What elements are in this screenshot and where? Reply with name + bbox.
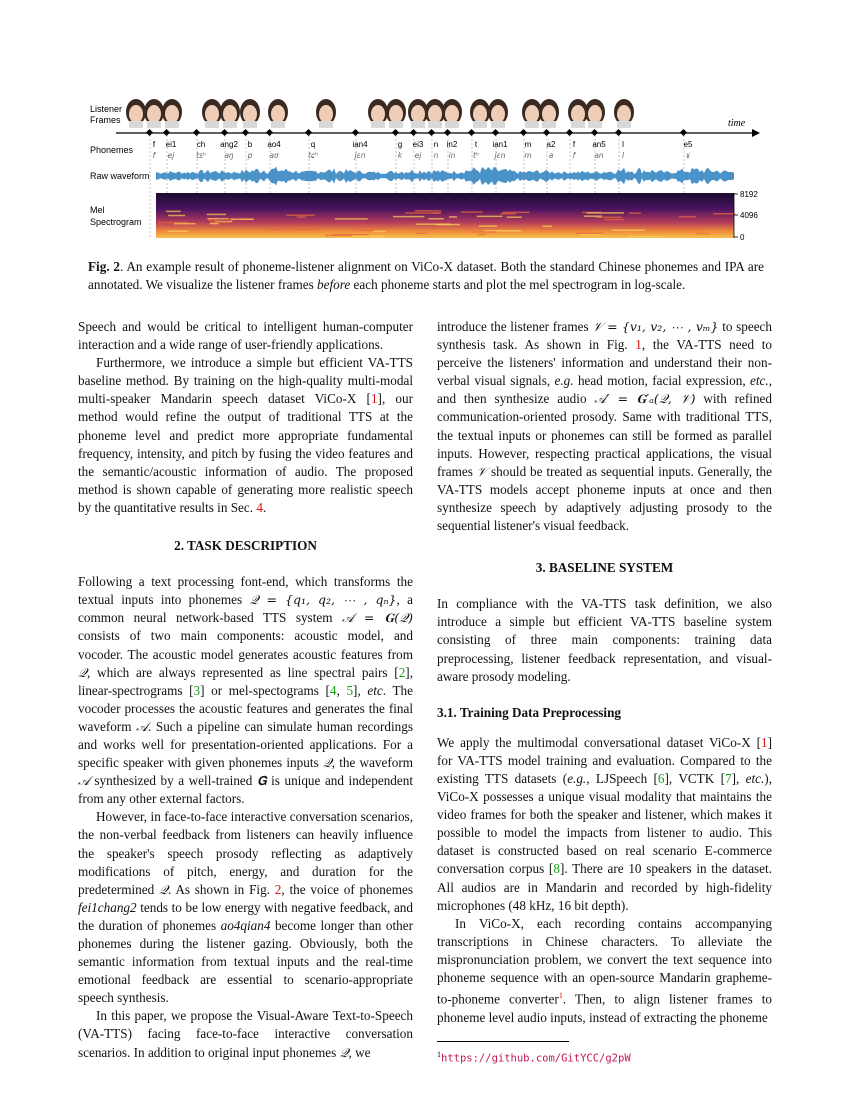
ipa-label: tɕʰ	[307, 151, 319, 160]
phoneme-label: a2	[546, 140, 556, 149]
phoneme-label: t	[474, 140, 478, 149]
phoneme-label: in2	[446, 140, 458, 149]
phoneme-label: ch	[196, 140, 206, 149]
phoneme-label: ian4	[352, 140, 368, 149]
raw-waveform	[156, 167, 734, 186]
ipa-label: an	[594, 151, 604, 160]
ipa-label: ej	[167, 151, 175, 160]
phoneme-marker-icon	[566, 129, 573, 136]
figure-phoneme-listener-alignment	[88, 98, 762, 250]
mel-streak	[477, 216, 503, 218]
mel-streak	[332, 234, 368, 236]
label-mel-2: Spectrogram	[90, 217, 142, 227]
phoneme-label: g	[397, 140, 403, 149]
phoneme-marker-icon	[266, 129, 273, 136]
ipa-label: jɛn	[354, 151, 366, 160]
footnote-rule	[437, 1041, 569, 1042]
mel-streak	[373, 231, 386, 233]
mel-streak	[553, 228, 589, 230]
paragraph: Furthermore, we introduce a simple but efficient VA-TTS baseline method. By training on the high-quality multi-modal multi-speaker Mandarin speech dataset ViCo-X [1], our method would refine the output of traditional TTS at the phoneme level and predict more appropriate fundamental frequency, intensity, and pitch by fusing the video features and the semantic/acoustic information of audio. The proposed method is shown capable of generating more realistic speech by the quantitative results in Sec. 4.	[78, 355, 413, 515]
phoneme-marker-icon	[193, 129, 200, 136]
mel-streak	[416, 223, 451, 225]
label-raw-waveform: Raw waveform	[90, 171, 150, 181]
phoneme-marker-icon	[392, 129, 399, 136]
mel-streak	[576, 233, 604, 235]
time-label: time	[728, 118, 746, 129]
figure-svg	[88, 98, 762, 250]
mel-streak	[292, 229, 319, 231]
phoneme-label: ei3	[412, 140, 424, 149]
ipa-label: in	[448, 151, 456, 160]
mel-streak	[612, 230, 645, 232]
phoneme-marker-icon	[305, 129, 312, 136]
mel-streak	[679, 216, 696, 218]
listener-face-icon	[316, 99, 336, 128]
ipa-label: tʰ	[473, 151, 479, 160]
listener-face-icon	[425, 99, 445, 128]
phoneme-label: f	[152, 140, 156, 149]
mel-streak	[500, 213, 516, 215]
citation-link[interactable]: 6	[657, 770, 665, 786]
citation-link[interactable]: 1	[761, 734, 768, 750]
phoneme-marker-icon	[242, 129, 249, 136]
mel-streak	[352, 235, 384, 237]
mel-streak	[629, 212, 641, 214]
paragraph: In this paper, we propose the Visual-Aware Text-to-Speech (VA-TTS) facing face-to-face interactive conversation scenarios. In addition to original input phonemes 𝒬, we	[78, 1008, 413, 1060]
subsection-heading: 3.1. Training Data Preprocessing	[437, 704, 622, 720]
phoneme-marker-icon	[428, 129, 435, 136]
listener-face-icon	[568, 99, 588, 128]
phoneme-label: an5	[592, 140, 606, 149]
phoneme-label: n	[433, 140, 439, 149]
listener-face-icon	[408, 99, 428, 128]
paragraph: In ViCo-X, each recording contains accompanying transcriptions in Chinese characters. To alleviate the mispronunciation problem, we convert the text sequence into phoneme sequence with an open-source Mandarin grapheme-to-phoneme converter$^1$. Then, to align listener frames to phoneme level audio inputs, instead of extracting the phoneme	[437, 915, 773, 1025]
left-column	[78, 318, 413, 1062]
citation-link[interactable]: 8	[553, 861, 560, 877]
mel-streak	[461, 211, 483, 213]
phoneme-label: ian1	[492, 140, 508, 149]
paragraph: We apply the multimodal conversational dataset ViCo-X [1] for VA-TTS model training and evaluation. Compared to the existing TTS datasets (e.g., LJSpeech [6], VCTK [7], etc.), ViCo-X possesses a unique visual modality that maintains the video frames for both the speaker and listener, which makes it possible to model the impacts from listener to audio. This dataset is constructed based on real scenario E-commerce conversation corpus [8]. There are 10 speakers in the dataset. All audios are in Mandarin and recorded by high-fidelity microphones (48 kHz, 16 bit depth).	[437, 734, 772, 913]
mel-streak	[297, 216, 307, 218]
ipa-label: jɛn	[494, 151, 506, 160]
figure-link[interactable]: 1	[635, 337, 642, 353]
mel-streak	[629, 236, 662, 238]
ipa-label: k	[397, 151, 403, 160]
listener-face-icon	[522, 99, 542, 128]
time-arrow-icon	[752, 129, 760, 137]
listener-face-icon	[268, 99, 288, 128]
paragraph: Speech and would be critical to intelligent human-computer interaction and a wide range of user-friendly applications.	[78, 319, 413, 353]
citation-link[interactable]: 7	[724, 770, 732, 786]
mel-streak	[167, 230, 188, 232]
listener-face-icon	[386, 99, 406, 128]
phoneme-marker-icon	[468, 129, 475, 136]
mel-streak	[479, 225, 497, 227]
phoneme-marker-icon	[410, 129, 417, 136]
listener-frames	[126, 99, 634, 128]
figure-link[interactable]: 2	[274, 881, 282, 897]
phoneme-label: ang2	[220, 140, 238, 149]
paragraph: Following a text processing font-end, which transforms the textual inputs into phonemes 𝒬 = {q₁, q₂, ⋯ , qₙ}, a common neural network-based TTS system 𝒜 = 𝐆(𝒬) consists of two main components: acoustic model, and vocoder. The acoustic model generates acoustic features from 𝒬, which are always represented as line spectral pairs [2], linear-spectrograms [3] or mel-spectograms [4, 5], etc. The vocoder processes the acoustic features and generates the final waveform 𝒜. Such a pipeline can simulate human recordings and works well for presentation-oriented applications. For a specific speaker with given phonemes inputs 𝒬, the waveform 𝒜 synthesized by a well-trained 𝐆 is unique and independent from any other external factors.	[78, 574, 413, 807]
mel-streak	[503, 212, 530, 214]
phoneme-label: l	[622, 140, 624, 149]
label-phonemes: Phonemes	[90, 145, 134, 155]
mel-streak	[166, 211, 181, 213]
mel-streak	[477, 234, 486, 236]
ipa-label: n	[433, 151, 439, 160]
listener-face-icon	[470, 99, 490, 128]
listener-face-icon	[539, 99, 559, 128]
phoneme-marker-icon	[520, 129, 527, 136]
phoneme-marker-icon	[492, 129, 499, 136]
mel-streak	[696, 233, 709, 235]
ipa-label: p	[247, 151, 253, 160]
mel-streak	[415, 210, 442, 212]
mel-streak	[416, 233, 427, 235]
listener-face-icon	[202, 99, 222, 128]
figure-caption: Fig. 2. An example result of phoneme-listener alignment on ViCo-X dataset. Both the standard Chinese phonemes and IPA are annotated. We visualize the listener frames before each phoneme starts and plot the mel spectrogram in log-scale.	[88, 259, 764, 292]
phoneme-marker-icon	[352, 129, 359, 136]
section-link[interactable]: 4	[256, 499, 263, 515]
listener-face-icon	[220, 99, 240, 128]
section-heading: 3. BASELINE SYSTEM	[535, 560, 674, 576]
mel-streak	[231, 218, 254, 220]
phoneme-label: b	[247, 140, 253, 149]
mel-streak	[208, 219, 218, 221]
citation-link[interactable]: 4	[329, 682, 337, 698]
right-column	[437, 318, 772, 1067]
phoneme-marker-icon	[444, 129, 451, 136]
mel-streak	[713, 213, 735, 215]
listener-face-icon	[585, 99, 605, 128]
ipa-label: f	[572, 151, 576, 160]
footnote: $^1$https://github.com/GitYCC/g2pW	[437, 1049, 631, 1065]
ipa-label: l	[621, 151, 625, 160]
mel-streak	[604, 219, 624, 221]
ipa-label: f	[152, 151, 156, 160]
citation-link[interactable]: 2	[398, 664, 406, 680]
mel-streak	[584, 215, 602, 217]
ipa-label: aŋ	[224, 151, 234, 160]
phoneme-label: f	[572, 140, 576, 149]
mel-spectrogram	[156, 193, 734, 238]
mel-streak	[540, 228, 548, 230]
phoneme-marker-icon	[543, 129, 550, 136]
listener-face-icon	[144, 99, 164, 128]
footnote-link[interactable]: 1	[558, 991, 563, 1001]
paragraph: However, in face-to-face interactive conversation scenarios, the non-verbal feedback from listeners can heavily influence the speaker's speech prosody reflecting as adaptively modifications of pitch, energy, and duration for the predetermined 𝒬. As shown in Fig. 2, the voice of phonemes fei1chang2 tends to be low energy with negative feedback, and the duration of phonemes ao4qian4 become longer than other phonemes during the listener gazing. Obviously, both the semantic information from textual inputs and the real-time emotional feedback are essential to scenario-appropriate speech synthesis.	[78, 809, 413, 1006]
mel-streak	[286, 215, 314, 217]
ipa-label: ɤ	[685, 151, 691, 160]
mel-streak	[652, 227, 681, 229]
listener-face-icon	[368, 99, 388, 128]
label-listener-1: Listener	[90, 104, 123, 114]
mel-tick-label-8192: 8192	[740, 190, 758, 199]
mel-streak	[358, 229, 380, 231]
footnote-url-link[interactable]: https://github.com/GitYCC/g2pW	[441, 1052, 631, 1065]
mel-streak	[393, 216, 424, 218]
phoneme-marker-icon	[615, 129, 622, 136]
section-heading: 2. TASK DESCRIPTION	[174, 538, 317, 554]
listener-face-icon	[126, 99, 146, 128]
mel-streak	[507, 216, 522, 218]
phoneme-marker-icon	[680, 129, 687, 136]
ipa-label: a	[548, 151, 554, 160]
mel-streak	[433, 212, 441, 214]
listener-face-icon	[488, 99, 508, 128]
listener-face-icon	[442, 99, 462, 128]
listener-face-icon	[614, 99, 634, 128]
mel-streak	[449, 216, 457, 218]
phoneme-label: m	[524, 140, 532, 149]
listener-face-icon	[240, 99, 260, 128]
phoneme-marker-icon	[221, 129, 228, 136]
label-mel-1: Mel	[90, 205, 105, 215]
mel-tick-label-0: 0	[740, 233, 745, 242]
phoneme-marker-icon	[591, 129, 598, 136]
mel-streak	[543, 225, 552, 227]
mel-streak	[580, 234, 601, 236]
mel-streak	[168, 215, 185, 217]
label-listener-2: Frames	[90, 115, 121, 125]
mel-streak	[471, 231, 496, 233]
citation-link[interactable]: 1	[370, 391, 378, 407]
phoneme-label: ei1	[165, 140, 177, 149]
phoneme-label: e5	[683, 140, 693, 149]
phoneme-marker-icon	[146, 129, 153, 136]
caption-label: Fig. 2	[88, 259, 121, 274]
citation-link[interactable]: 5	[346, 682, 354, 698]
mel-streak	[271, 229, 282, 231]
listener-face-icon	[162, 99, 182, 128]
ipa-label: ej	[414, 151, 422, 160]
paragraph: introduce the listener frames 𝒱 = {v₁, v₂, ⋯ , vₘ} to speech synthesis task. As shown in Fig. 1, the VA-TTS need to perceive the listeners' information and understand their non-verbal visual signals, e.g. head motion, facial expression, etc., and then synthesize audio 𝒜′ = 𝐆′ₐ(𝒬, 𝒱) with refined communication-oriented prosody. Same with traditional TTS, the textual inputs or phonemes can still be formed as parallel inputs. However, respecting practical applications, the visual frames 𝒱 should be treated as sequential inputs. Generally, the VA-TTS models accept phoneme inputs at once and then synthesize speech by adaptively adjusting prosody to the sequential listener's visual feedback.	[437, 319, 773, 534]
mel-streak	[210, 223, 219, 225]
mel-streak	[207, 214, 226, 216]
ipa-label: aʊ	[269, 151, 279, 160]
phoneme-label: ao4	[267, 140, 281, 149]
ipa-label: m	[524, 151, 532, 160]
mel-tick-label-4096: 4096	[740, 211, 758, 220]
mel-streak	[335, 218, 368, 220]
phoneme-label: q	[310, 140, 316, 149]
mel-streak	[174, 223, 195, 225]
phoneme-marker-icon	[163, 129, 170, 136]
mel-streak	[428, 218, 443, 220]
mel-streak	[587, 212, 624, 214]
paragraph: In compliance with the VA-TTS task definition, we also introduce a simple but efficient VA-TTS baseline system consisting of three main components: training data preprocessing, listener feedback representation, and visual-aware prosody modeling.	[437, 596, 772, 684]
ipa-label: tsʰ	[196, 151, 206, 160]
citation-link[interactable]: 3	[193, 682, 201, 698]
